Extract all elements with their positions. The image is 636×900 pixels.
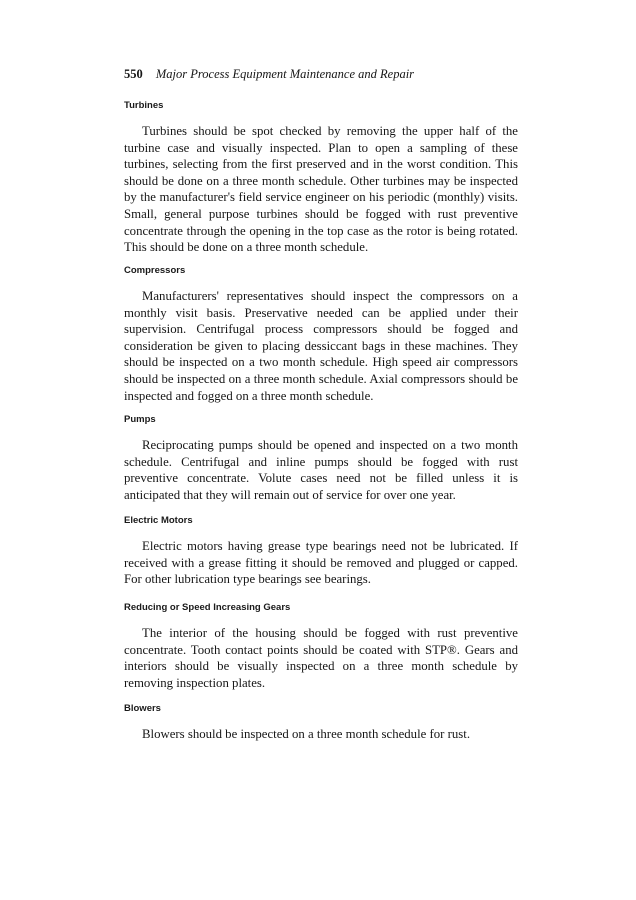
- section-heading: Turbines: [124, 100, 164, 111]
- section-pumps: [124, 414, 518, 503]
- section-body: The interior of the housing should be fogged with rust preventive concentrate. Tooth contact points should be coated with STP®. Gears and interiors should be visually inspected on a three month schedule by removing inspection plates.: [124, 626, 518, 690]
- section-body: Manufacturers' representatives should inspect the compressors on a monthly visit basis. Preservative needed can be applied under their supervision. Centrifugal process compressors should be fogged and consideration be given to placing dessiccant bags in these machines. They should be inspected on a two month schedule. High speed air compressors should be inspected on a three month schedule. Axial compressors should be inspected and fogged on a three month schedule.: [124, 289, 518, 403]
- section-heading: Pumps: [124, 414, 156, 425]
- section-body: Turbines should be spot checked by removing the upper half of the turbine case and visually inspected. Plan to open a sampling of these turbines, selecting from the first preserved and in the worst condition. This should be done on a three month schedule. Other turbines may be inspected by the manufacturer's field service engineer on his periodic (monthly) visits. Small, general purpose turbines should be fogged with rust preventive concentrate through the opening in the top case as the rotor is being rotated. This should be done on a three month schedule.: [124, 124, 518, 255]
- running-header: [124, 67, 414, 82]
- section-body: Reciprocating pumps should be opened and inspected on a two month schedule. Centrifugal and inline pumps should be fogged with rust preventive concentrate. Volute cases need not be filled unless it is anticipated that they will remain out of service for over one year.: [124, 438, 518, 502]
- section-compressors: [124, 265, 518, 404]
- section-gears: [124, 602, 518, 691]
- section-heading: Compressors: [124, 265, 186, 276]
- section-blowers: [124, 703, 518, 743]
- section-body: Blowers should be inspected on a three month schedule for rust.: [142, 727, 471, 741]
- section-heading: Electric Motors: [124, 515, 193, 526]
- section-heading: Blowers: [124, 703, 161, 714]
- section-body: Electric motors having grease type bearings need not be lubricated. If received with a grease fitting it should be removed and plugged or capped. For other lubrication type bearings see bearings.: [124, 539, 518, 587]
- section-heading: Reducing or Speed Increasing Gears: [124, 602, 291, 613]
- section-electric-motors: [124, 515, 518, 588]
- book-title: Major Process Equipment Maintenance and Repair: [155, 67, 415, 81]
- section-turbines: [124, 100, 518, 256]
- page-number: 550: [124, 67, 143, 81]
